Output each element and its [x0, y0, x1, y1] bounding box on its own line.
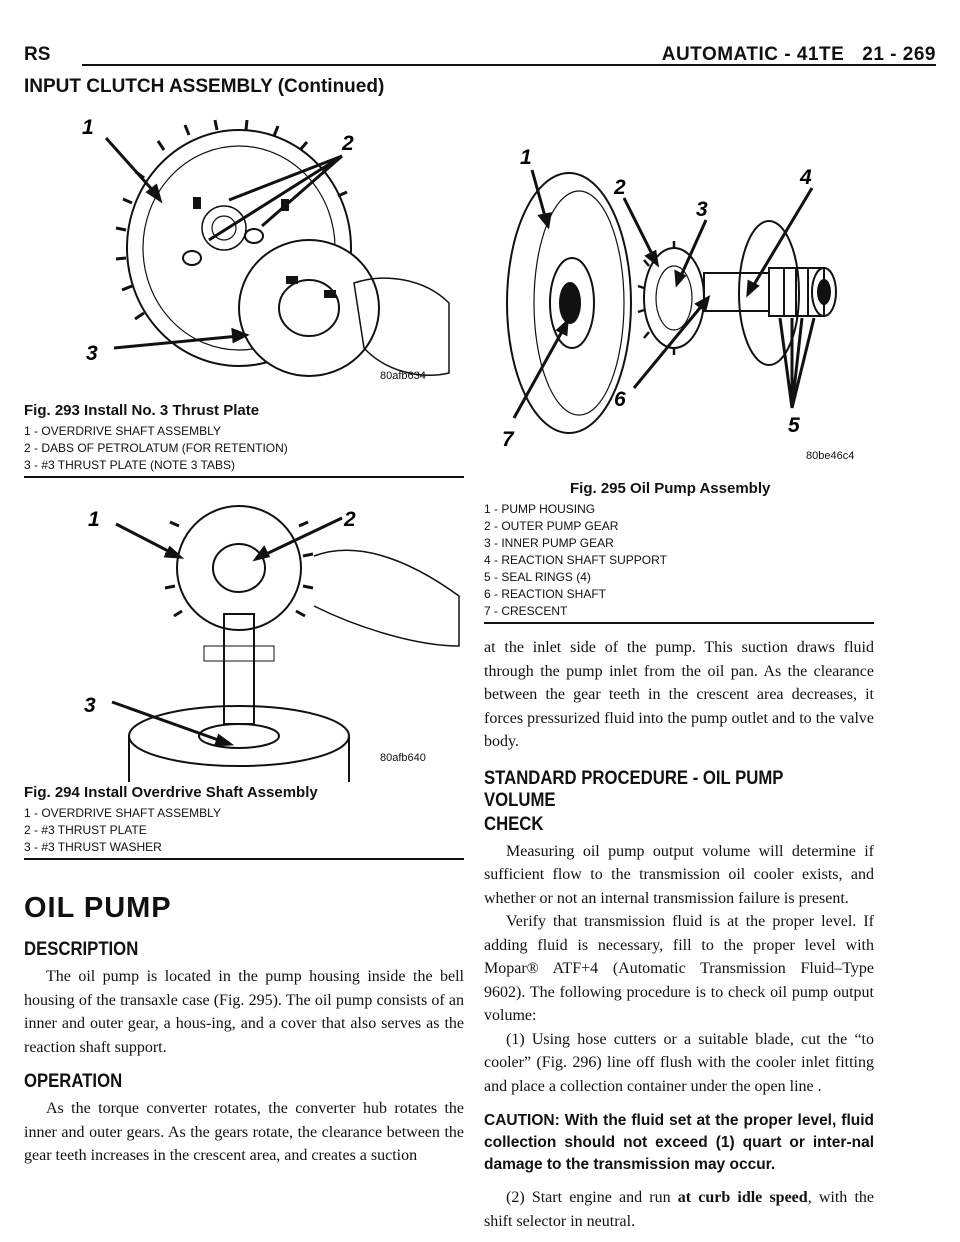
standard-procedure-heading-line2: CHECK: [484, 813, 544, 835]
fig293-illustration: [24, 108, 464, 400]
fig294-drawing: [24, 496, 464, 782]
right-column-text: [484, 636, 874, 1233]
fig293-callout-2: 2: [342, 132, 354, 155]
fig295-ref-code: 80be46c4: [806, 450, 855, 462]
fig295-legend-item: 4 - REACTION SHAFT SUPPORT: [484, 553, 667, 567]
fig295-drawing: [484, 108, 874, 468]
fig294-legend-item: 1 - OVERDRIVE SHAFT ASSEMBLY: [24, 806, 221, 820]
fig293-legend-item: 3 - #3 THRUST PLATE (NOTE 3 TABS): [24, 458, 235, 472]
fig295-caption-block: [484, 480, 874, 624]
procedure-paragraph-1: Measuring oil pump output volume will determine if sufficient flow to the transmission oil cooler exists, and whether or not an internal transmission failure is present.: [484, 842, 874, 907]
procedure-step-1: (1) Using hose cutters or a suitable blade, cut the “to cooler” (Fig. 296) line off flush with the cooler inlet fitting and place a collection container under the open line .: [484, 1030, 874, 1095]
fig294-legend-item: 3 - #3 THRUST WASHER: [24, 840, 162, 854]
operation-heading: OPERATION: [24, 1071, 123, 1092]
standard-procedure-heading-line1: STANDARD PROCEDURE - OIL PUMP VOLUME: [484, 767, 784, 811]
fig295-legend-item: 2 - OUTER PUMP GEAR: [484, 519, 619, 533]
step2-text-start: (2) Start engine and run: [506, 1189, 678, 1206]
fig294-callout-3: 3: [84, 694, 96, 717]
fig293-ref-code: 80afb634: [380, 370, 426, 382]
operation-paragraph-continued: at the inlet side of the pump. This suction draws fluid through the pump inlet from the oil pan. As the clearance between the gear teeth in the crescent area decreases, it forces pressurized fluid into the pump outlet and to the valve body.: [484, 639, 874, 750]
description-paragraph: The oil pump is located in the pump housing inside the bell housing of the transaxle case (Fig. 295). The oil pump consists of an inner and outer gear, a hous-ing, and a cover that also serves as the reaction shaft support.: [24, 968, 464, 1056]
standard-procedure-heading: [484, 768, 874, 836]
oil-pump-title: OIL PUMP: [24, 892, 172, 924]
oil-pump-section: [24, 892, 464, 1168]
step2-emphasis: at curb idle speed: [677, 1189, 808, 1206]
fig295-legend-item: 1 - PUMP HOUSING: [484, 502, 596, 516]
caution-note: CAUTION: With the fluid set at the proper level, fluid collection should not exceed (1) quart or inter-nal damage to the transmission may occur.: [484, 1112, 874, 1173]
fig295-callout-6: 6: [614, 388, 626, 411]
fig293-callout-3: 3: [86, 342, 98, 365]
procedure-step-2: [484, 1186, 874, 1233]
fig293-callout-1: 1: [82, 116, 94, 139]
fig295-legend-item: 7 - CRESCENT: [484, 604, 568, 618]
fig295-legend-item: 3 - INNER PUMP GEAR: [484, 536, 614, 550]
description-heading: DESCRIPTION: [24, 939, 139, 960]
fig293-caption-block: [24, 402, 464, 478]
fig295-caption: Fig. 295 Oil Pump Assembly: [570, 480, 771, 497]
fig294-illustration: [24, 496, 464, 782]
continued-heading: INPUT CLUTCH ASSEMBLY (Continued): [24, 76, 385, 97]
fig295-callout-1: 1: [520, 146, 532, 169]
fig293-rule: [24, 476, 464, 478]
header-section: [662, 44, 936, 66]
fig295-rule: [484, 622, 874, 624]
fig295-callout-2: 2: [614, 176, 626, 199]
fig294-caption-block: [24, 784, 464, 860]
fig294-rule: [24, 858, 464, 860]
header-manual-code: RS: [24, 44, 51, 65]
procedure-paragraph-2: Verify that transmission fluid is at the proper level. If adding fluid is necessary, fill to the proper level with Mopar® ATF+4 (Automatic Transmission Fluid–Type 9602). The following procedure is to check oil pump output volume:: [484, 913, 874, 1024]
fig294-caption: Fig. 294 Install Overdrive Shaft Assembly: [24, 784, 318, 801]
fig294-callout-1: 1: [88, 508, 100, 531]
fig295-legend-item: 5 - SEAL RINGS (4): [484, 570, 591, 584]
fig295-legend-item: 6 - REACTION SHAFT: [484, 587, 607, 601]
fig294-callout-2: 2: [344, 508, 356, 531]
fig294-ref-code: 80afb640: [380, 752, 426, 764]
fig293-drawing: [24, 108, 464, 400]
step2-text-end: , with the shift selector in neutral.: [484, 1189, 874, 1230]
fig295-callout-7: 7: [502, 428, 514, 451]
fig293-legend-item: 1 - OVERDRIVE SHAFT ASSEMBLY: [24, 424, 221, 438]
fig295-illustration: [484, 108, 874, 468]
header-section-title: AUTOMATIC - 41TE: [661, 44, 845, 65]
page-number: 21 - 269: [862, 44, 936, 65]
operation-paragraph-start: As the torque converter rotates, the converter hub rotates the inner and outer gears. As the gears rotate, the clearance between the gear teeth increases in the crescent area, and creates a suction: [24, 1100, 464, 1164]
fig295-callout-4: 4: [800, 166, 812, 189]
fig293-caption: Fig. 293 Install No. 3 Thrust Plate: [24, 402, 260, 419]
fig294-legend-item: 2 - #3 THRUST PLATE: [24, 823, 147, 837]
fig295-callout-3: 3: [696, 198, 708, 221]
fig295-callout-5: 5: [788, 414, 800, 437]
fig293-legend-item: 2 - DABS OF PETROLATUM (FOR RETENTION): [24, 441, 288, 455]
